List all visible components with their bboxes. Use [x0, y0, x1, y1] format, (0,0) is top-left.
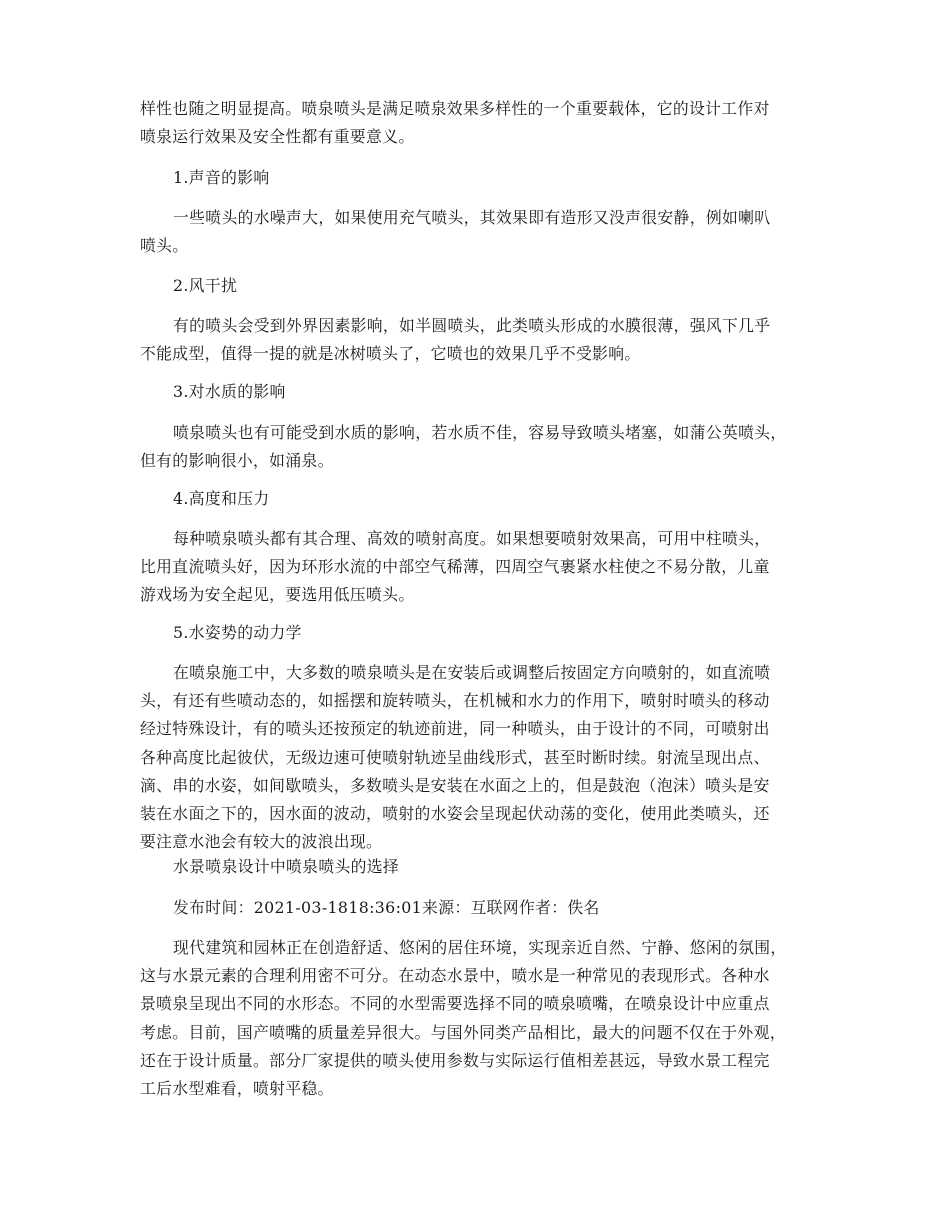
text-line: 头，有还有些喷动态的，如摇摆和旋转喷头，在机械和水力的作用下，喷射时喷头的移动 [140, 691, 770, 711]
paragraph-water-quality [140, 419, 824, 475]
paragraph-article-body [140, 934, 824, 1103]
heading-text: 水景喷泉设计中喷泉喷头的选择 [173, 857, 400, 876]
text-line: 有的喷头会受到外界因素影响，如半圆喷头，此类喷头形成的水膜很薄，强风下几乎 [173, 316, 771, 335]
text-line: 现代建筑和园林正在创造舒适、悠闲的居住环境，实现亲近自然、宁静、悠闲的氛围， [173, 938, 787, 957]
section-heading-height-pressure [140, 485, 824, 513]
text-line: 游戏场为安全起见，要选用低压喷头。 [140, 585, 415, 605]
text-line: 喷头。 [140, 236, 189, 256]
heading-text: 5.水姿势的动力学 [173, 623, 302, 642]
text-line: 考虑。目前，国产喷嘴的质量差异很大。与国外同类产品相比，最大的问题不仅在于外观， [140, 1022, 786, 1042]
text-line: 在喷泉施工中，大多数的喷泉喷头是在安装后或调整后按固定方向喷射的，如直流喷 [173, 663, 771, 682]
text-line: 喷泉喷头也有可能受到水质的影响，若水质不佳，容易导致喷头堵塞，如蒲公英喷头， [173, 423, 787, 442]
text-line: 不能成型，值得一提的就是冰树喷头了，它喷也的效果几乎不受影响。 [140, 344, 641, 364]
text-line: 还在于设计质量。部分厂家提供的喷头使用参数与实际运行值相差甚远，导致水景工程完 [140, 1050, 770, 1070]
paragraph-sound [140, 204, 824, 260]
text-line: 但有的影响很小，如涌泉。 [140, 451, 334, 471]
text-line: 工后水型难看，喷射平稳。 [140, 1078, 334, 1098]
text-line: 经过特殊设计，有的喷头还按预定的轨迹前进，同一种喷头，由于设计的不同，可喷射出 [140, 719, 770, 739]
text-line: 装在水面之下的，因水面的波动，喷射的水姿会呈现起伏动荡的变化，使用此类喷头，还 [140, 803, 770, 823]
text-line: 喷泉运行效果及安全性都有重要意义。 [140, 127, 415, 147]
section-heading-sound [140, 164, 824, 192]
paragraph-water-dynamics [140, 659, 824, 856]
section-heading-water-quality [140, 378, 824, 406]
text-line: 每种喷泉喷头都有其合理、高效的喷射高度。如果想要喷射效果高，可用中柱喷头， [173, 529, 771, 548]
section-heading-water-dynamics [140, 619, 824, 647]
heading-text: 2.风干扰 [173, 276, 238, 295]
text-line: 滴、串的水姿，如间歇喷头，多数喷头是安装在水面之上的，但是鼓泡（泡沫）喷头是安 [140, 775, 770, 795]
heading-text: 3.对水质的影响 [173, 382, 286, 401]
text-line: 一些喷头的水噪声大，如果使用充气喷头，其效果即有造形又没声很安静，例如喇叭 [173, 208, 771, 227]
text-line: 这与水景元素的合理利用密不可分。在动态水景中，喷水是一种常见的表现形式。各种水 [140, 966, 770, 986]
heading-text: 4.高度和压力 [173, 489, 270, 508]
section-heading-wind [140, 272, 824, 300]
text-line: 比用直流喷头好，因为环形水流的中部空气稀薄，四周空气裹紧水柱使之不易分散，儿童 [140, 557, 770, 577]
text-line: 景喷泉呈现出不同的水形态。不同的水型需要选择不同的喷泉喷嘴，在喷泉设计中应重点 [140, 994, 770, 1014]
paragraph-intro-continued [140, 95, 824, 151]
heading-text: 1.声音的影响 [173, 168, 270, 187]
meta-text: 发布时间：2021-03-1818:36:01来源：互联网作者：佚名 [173, 898, 600, 917]
paragraph-wind [140, 312, 824, 368]
text-line: 要注意水池会有较大的波浪出现。 [140, 832, 383, 852]
article-meta [140, 894, 824, 922]
text-line: 样性也随之明显提高。喷泉喷头是满足喷泉效果多样性的一个重要载体，它的设计工作对 [140, 99, 770, 118]
paragraph-height-pressure [140, 525, 824, 610]
text-line: 各种高度比起彼伏，无级边速可使喷射轨迹呈曲线形式，甚至时断时续。射流呈现出点、 [140, 747, 770, 767]
article-title [140, 853, 824, 881]
